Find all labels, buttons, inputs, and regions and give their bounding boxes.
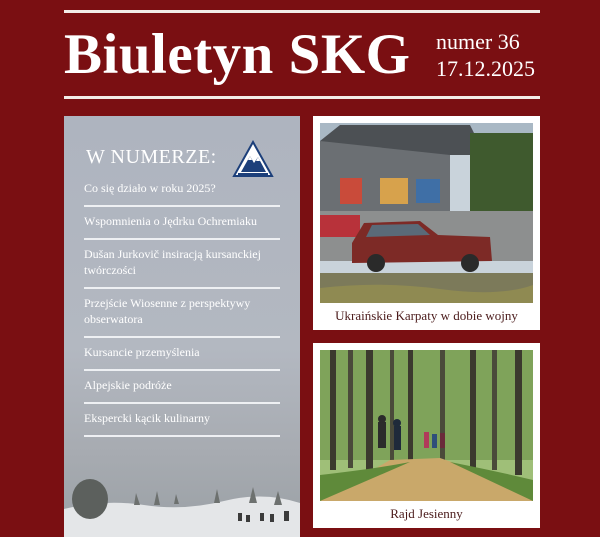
street-car-photo (320, 123, 533, 303)
winter-landscape-image (64, 447, 300, 537)
photo-caption: Rajd Jesienny (390, 506, 463, 521)
issue-date: 17.12.2025 (436, 56, 535, 81)
issue-number: numer 36 (436, 29, 520, 54)
photo-caption: Ukraińskie Karpaty w dobie wojny (335, 308, 518, 323)
header-bottom-rule (64, 96, 540, 99)
toc-item[interactable]: Wspomnienia o Jędrku Ochremiaku (84, 207, 280, 240)
toc-item[interactable]: Ekspercki kącik kulinarny (84, 404, 280, 437)
toc-item[interactable]: Co się działo w roku 2025? (84, 174, 280, 207)
photo-card-carpathians (313, 116, 540, 330)
header-top-rule (64, 10, 540, 13)
toc-list (84, 174, 280, 437)
toc-item[interactable]: Kursancie przemyślenia (84, 338, 280, 371)
toc-item[interactable]: Przejście Wiosenne z perspektywy obserwatora (84, 289, 280, 338)
table-of-contents-panel (64, 116, 300, 537)
toc-item[interactable]: Alpejskie podróże (84, 371, 280, 404)
forest-hikers-photo (320, 350, 533, 501)
toc-item[interactable]: Dušan Jurkovič insiracją kursanckiej twórczości (84, 240, 280, 289)
photo-card-autumn-rally (313, 343, 540, 528)
bulletin-title: Biuletyn SKG (64, 23, 411, 86)
toc-heading: W NUMERZE: (86, 146, 217, 168)
issue-info (436, 28, 535, 82)
